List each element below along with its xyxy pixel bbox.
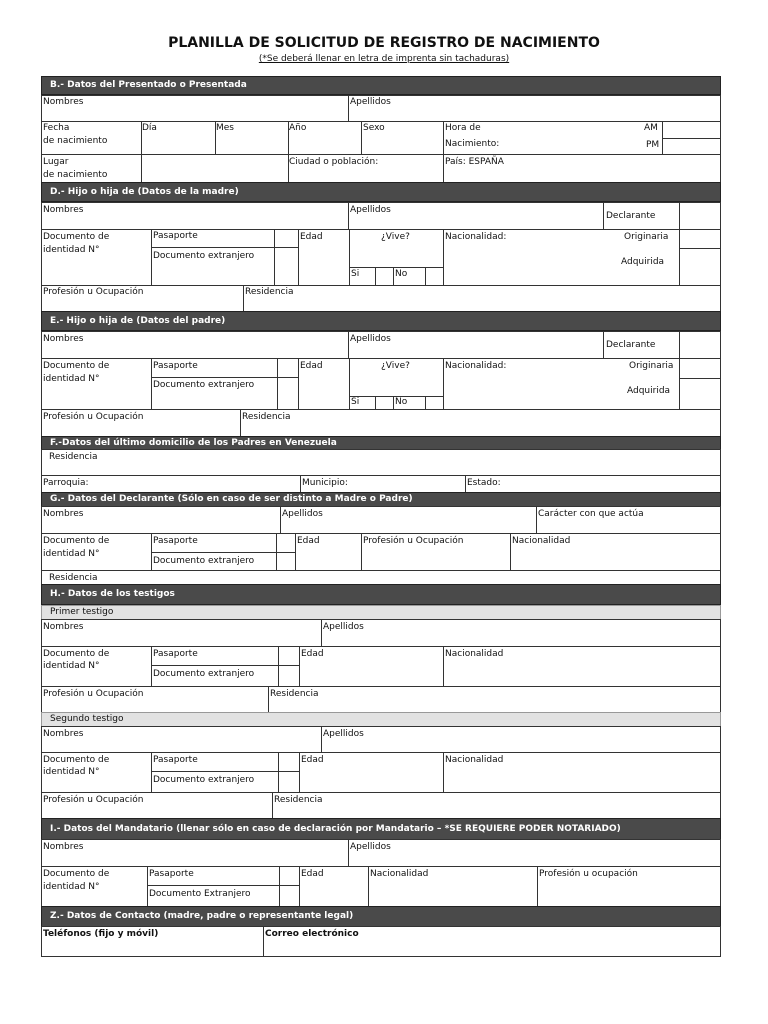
madre-docext-label: Documento extranjero — [153, 251, 255, 261]
madre-pasaporte-label: Pasaporte — [153, 231, 198, 241]
testigo2-doc-label-2: identidad N° — [43, 767, 100, 777]
presentado-nombres-label: Nombres — [43, 97, 84, 107]
madre-vive-no-checkbox[interactable] — [425, 267, 444, 286]
sexo-label: Sexo — [363, 123, 385, 133]
padre-originaria-label: Originaria — [629, 361, 674, 371]
declarante-edad-label: Edad — [297, 536, 320, 546]
testigo2-nacionalidad-label: Nacionalidad — [445, 755, 504, 765]
testigo2-apellidos-field[interactable] — [321, 726, 721, 753]
declarante-docext-label: Documento extranjero — [153, 556, 255, 566]
testigo1-docext-label: Documento extranjero — [153, 669, 255, 679]
testigo1-nombres-label: Nombres — [43, 622, 84, 632]
pais-label: País: ESPAÑA — [445, 157, 504, 167]
declarante-caracter-label: Carácter con que actúa — [538, 509, 644, 519]
padre-declarante-checkbox[interactable] — [679, 331, 721, 359]
madre-nombres-field[interactable] — [41, 202, 349, 230]
madre-doc-label-2: identidad N° — [43, 245, 100, 255]
testigo1-profesion-label: Profesión u Ocupación — [43, 689, 144, 699]
correo-label: Correo electrónico — [265, 929, 359, 939]
madre-nacionalidad-label: Nacionalidad: — [445, 232, 507, 242]
padre-doc-label-1: Documento de — [43, 361, 110, 371]
mandatario-nacionalidad-label: Nacionalidad — [370, 869, 429, 879]
mandatario-profesion-label: Profesión u ocupación — [539, 869, 638, 879]
section-g-heading: G.- Datos del Declarante (Sólo en caso de ser distinto a Madre o Padre) — [41, 492, 721, 507]
mandatario-apellidos-field[interactable] — [348, 839, 721, 867]
testigo1-doc-label-1: Documento de — [43, 649, 110, 659]
mandatario-doc-label-1: Documento de — [43, 869, 110, 879]
section-d-heading: D.- Hijo o hija de (Datos de la madre) — [41, 182, 721, 202]
telefonos-label: Teléfonos (fijo y móvil) — [43, 929, 159, 939]
am-label: AM — [644, 123, 658, 133]
mes-label: Mes — [216, 123, 234, 133]
padre-docext-label: Documento extranjero — [153, 380, 255, 390]
section-z-heading: Z.- Datos de Contacto (madre, padre o representante legal) — [41, 906, 721, 927]
madre-declarante-checkbox[interactable] — [679, 202, 721, 230]
domicilio-residencia-field[interactable] — [41, 449, 721, 476]
testigo1-docext-checkbox[interactable] — [278, 665, 300, 687]
madre-adquirida-checkbox[interactable] — [679, 248, 721, 286]
testigo2-pasaporte-label: Pasaporte — [153, 755, 198, 765]
municipio-label: Municipio: — [302, 478, 348, 488]
section-e-heading: E.- Hijo o hija de (Datos del padre) — [41, 311, 721, 331]
ano-label: Año — [289, 123, 307, 133]
section-f-heading: F.-Datos del último domicilio de los Padres en Venezuela — [41, 436, 721, 450]
testigo2-docext-label: Documento extranjero — [153, 775, 255, 785]
testigo2-apellidos-label: Apellidos — [323, 729, 364, 739]
domicilio-residencia-label: Residencia — [49, 452, 98, 462]
madre-residencia-field[interactable] — [243, 285, 721, 312]
form-subtitle: (*Se deberá llenar en letra de imprenta sin tachaduras) — [258, 54, 510, 64]
padre-docext-checkbox[interactable] — [277, 377, 299, 410]
padre-vive-si-label: Si — [351, 397, 360, 407]
mandatario-nombres-label: Nombres — [43, 842, 84, 852]
primer-testigo-heading: Primer testigo — [41, 605, 721, 620]
testigo1-residencia-label: Residencia — [270, 689, 319, 699]
declarante-residencia-label: Residencia — [49, 573, 98, 583]
madre-nombres-label: Nombres — [43, 205, 84, 215]
padre-profesion-label: Profesión u Ocupación — [43, 412, 144, 422]
testigo2-profesion-label: Profesión u Ocupación — [43, 795, 144, 805]
madre-adquirida-label: Adquirida — [621, 257, 665, 267]
mandatario-doc-label-2: identidad N° — [43, 882, 100, 892]
declarante-apellidos-label: Apellidos — [282, 509, 323, 519]
madre-vive-label: ¿Vive? — [381, 232, 410, 242]
testigo2-docext-checkbox[interactable] — [278, 771, 300, 793]
padre-vive-si-checkbox[interactable] — [375, 396, 394, 410]
birth-registration-form — [41, 74, 721, 958]
presentado-nombres-field[interactable] — [41, 95, 349, 122]
mandatario-nombres-field[interactable] — [41, 839, 349, 867]
testigo2-pasaporte-checkbox[interactable] — [278, 752, 300, 772]
segundo-testigo-heading: Segundo testigo — [41, 712, 721, 727]
dia-label: Día — [142, 123, 157, 133]
section-h-heading: H.- Datos de los testigos — [41, 584, 721, 605]
padre-adquirida-label: Adquirida — [627, 386, 671, 396]
madre-declarante-label: Declarante — [606, 211, 656, 221]
padre-apellidos-label: Apellidos — [350, 334, 391, 344]
testigo1-apellidos-label: Apellidos — [323, 622, 364, 632]
mandatario-pasaporte-label: Pasaporte — [149, 869, 194, 879]
testigo1-residencia-field[interactable] — [268, 686, 721, 713]
testigo1-doc-label-2: identidad N° — [43, 661, 100, 671]
declarante-profesion-label: Profesión u Ocupación — [363, 536, 464, 546]
testigo1-pasaporte-checkbox[interactable] — [278, 646, 300, 666]
madre-vive-si-checkbox[interactable] — [375, 267, 394, 286]
testigo2-nombres-label: Nombres — [43, 729, 84, 739]
estado-field[interactable] — [465, 475, 721, 493]
madre-vive-no-label: No — [395, 269, 408, 279]
declarante-doc-label-2: identidad N° — [43, 549, 100, 559]
hora-label-2: Nacimiento: — [445, 139, 500, 149]
testigo1-edad-label: Edad — [301, 649, 324, 659]
madre-residencia-label: Residencia — [245, 287, 294, 297]
testigo2-residencia-field[interactable] — [272, 792, 721, 819]
declarante-pasaporte-label: Pasaporte — [153, 536, 198, 546]
hora-label-1: Hora de — [445, 123, 481, 133]
padre-declarante-label: Declarante — [606, 340, 656, 350]
section-i-heading: I.- Datos del Mandatario (llenar sólo en caso de declaración por Mandatario – *SE REQUIERE PODER NOTARIADO) — [41, 818, 721, 840]
declarante-nacionalidad-label: Nacionalidad — [512, 536, 571, 546]
padre-residencia-field[interactable] — [240, 409, 721, 437]
parroquia-label: Parroquia: — [43, 478, 89, 488]
padre-pasaporte-label: Pasaporte — [153, 361, 198, 371]
declarante-nombres-label: Nombres — [43, 509, 84, 519]
declarante-pasaporte-checkbox[interactable] — [276, 533, 296, 553]
madre-vive-si-label: Si — [351, 269, 360, 279]
fecha-label-2: de nacimiento — [43, 136, 108, 146]
presentado-apellidos-label: Apellidos — [350, 97, 391, 107]
padre-pasaporte-checkbox[interactable] — [277, 358, 299, 378]
testigo2-edad-label: Edad — [301, 755, 324, 765]
fecha-label-1: Fecha — [43, 123, 70, 133]
madre-profesion-label: Profesión u Ocupación — [43, 287, 144, 297]
testigo1-apellidos-field[interactable] — [321, 619, 721, 647]
section-b-heading: B.- Datos del Presentado o Presentada — [41, 76, 721, 95]
madre-originaria-label: Originaria — [624, 232, 669, 242]
testigo1-nacionalidad-label: Nacionalidad — [445, 649, 504, 659]
padre-vive-label: ¿Vive? — [381, 361, 410, 371]
pm-label: PM — [646, 140, 660, 150]
mandatario-edad-label: Edad — [301, 869, 324, 879]
padre-edad-label: Edad — [300, 361, 323, 371]
madre-originaria-checkbox[interactable] — [679, 229, 721, 249]
mandatario-docext-label: Documento Extranjero — [149, 889, 251, 899]
estado-label: Estado: — [467, 478, 501, 488]
lugar-label-2: de nacimiento — [43, 170, 108, 180]
declarante-doc-label-1: Documento de — [43, 536, 110, 546]
declarante-residencia-field[interactable] — [41, 570, 721, 585]
padre-nombres-label: Nombres — [43, 334, 84, 344]
madre-edad-label: Edad — [300, 232, 323, 242]
padre-vive-no-label: No — [395, 397, 408, 407]
mandatario-apellidos-label: Apellidos — [350, 842, 391, 852]
ciudad-label: Ciudad o población: — [289, 157, 379, 167]
madre-pasaporte-checkbox[interactable] — [274, 229, 299, 248]
mandatario-pasaporte-checkbox[interactable] — [279, 866, 300, 886]
presentado-apellidos-field[interactable] — [348, 95, 721, 122]
lugar-label-1: Lugar — [43, 157, 69, 167]
pm-checkbox[interactable] — [662, 138, 721, 155]
testigo1-pasaporte-label: Pasaporte — [153, 649, 198, 659]
padre-doc-label-2: identidad N° — [43, 374, 100, 384]
testigo2-residencia-label: Residencia — [274, 795, 323, 805]
form-title: PLANILLA DE SOLICITUD DE REGISTRO DE NACIMIENTO — [168, 35, 600, 51]
madre-apellidos-label: Apellidos — [350, 205, 391, 215]
declarante-docext-checkbox[interactable] — [276, 552, 296, 571]
madre-doc-label-1: Documento de — [43, 232, 110, 242]
lugar-field[interactable] — [141, 154, 289, 183]
padre-nombres-field[interactable] — [41, 331, 349, 359]
madre-docext-checkbox[interactable] — [274, 247, 299, 286]
am-checkbox[interactable] — [662, 121, 721, 139]
padre-nacionalidad-label: Nacionalidad: — [445, 361, 507, 371]
padre-originaria-checkbox[interactable] — [679, 358, 721, 379]
padre-residencia-label: Residencia — [242, 412, 291, 422]
padre-vive-no-checkbox[interactable] — [425, 396, 444, 410]
testigo2-doc-label-1: Documento de — [43, 755, 110, 765]
padre-adquirida-checkbox[interactable] — [679, 378, 721, 410]
mandatario-docext-checkbox[interactable] — [279, 885, 300, 907]
